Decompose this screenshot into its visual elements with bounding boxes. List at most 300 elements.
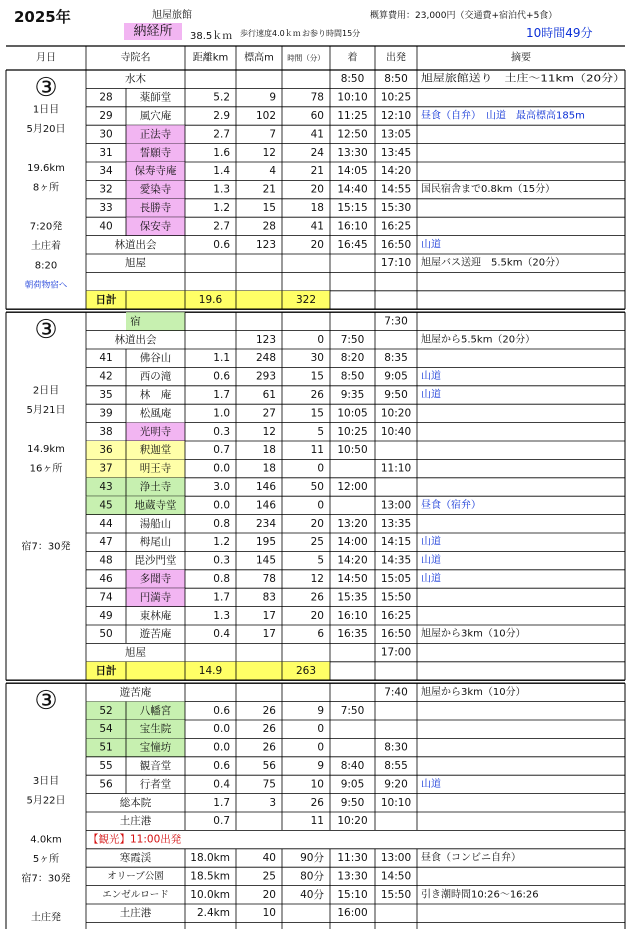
minutes-value: 20 xyxy=(310,517,324,530)
departure-time: 15:30 xyxy=(380,202,412,214)
distance-value: 0.7 xyxy=(213,815,230,828)
minutes-value: 80分 xyxy=(300,870,324,883)
arrival-time: 9:50 xyxy=(340,796,365,809)
distance-value: 1.7 xyxy=(213,591,230,604)
departure-time: 11:10 xyxy=(380,462,412,475)
departure-time: 9:50 xyxy=(384,389,408,401)
departure-time: 13:35 xyxy=(380,517,412,530)
distance-value: 0.0 xyxy=(213,499,230,512)
temple-number: 50 xyxy=(99,628,113,641)
remarks-text: 山道 xyxy=(421,371,441,383)
temple-number: 32 xyxy=(99,183,113,196)
elevation-value: 145 xyxy=(255,554,276,567)
day-side-note: 5月21日 xyxy=(26,405,66,417)
departure-time: 9:05 xyxy=(384,370,408,383)
distance-value: 1.7 xyxy=(213,796,230,809)
column-header: 出発 xyxy=(386,52,406,64)
arrival-time: 8:50 xyxy=(340,370,365,383)
temple-name: 林 庵 xyxy=(139,389,172,401)
temple-name: 西の滝 xyxy=(139,370,172,383)
distance-value: 1.4 xyxy=(213,165,230,178)
distance-value: 1.0 xyxy=(213,407,230,420)
minutes-value: 12 xyxy=(310,573,324,585)
day-side-note: 7:20発 xyxy=(29,221,63,233)
day-side-note: 宿7：30発 xyxy=(21,873,71,885)
elevation-value: 9 xyxy=(269,91,276,104)
elevation-value: 18 xyxy=(262,444,276,457)
temple-name: 毘沙門堂 xyxy=(134,554,177,567)
column-header: 寺院名 xyxy=(120,52,151,64)
remarks-text: 山道 xyxy=(421,389,441,401)
temple-name: 遊苦庵 xyxy=(139,628,172,641)
arrival-time: 11:25 xyxy=(337,110,368,122)
remarks-text: 山道 xyxy=(421,555,441,567)
column-header: 時間（分） xyxy=(287,53,325,63)
temple-name: 保安寺 xyxy=(139,220,172,233)
temple-name: 円満寺 xyxy=(139,591,172,604)
elevation-value: 12 xyxy=(262,146,276,159)
departure-time: 17:10 xyxy=(380,257,412,270)
remarks-text: 国民宿舎まで0.8km（15分） xyxy=(421,184,556,196)
day-side-note: 8:20 xyxy=(34,260,58,272)
distance-value: 18.5km xyxy=(190,870,230,883)
temple-name: 寒霞渓 xyxy=(119,852,152,864)
minutes-value: 0 xyxy=(317,462,324,475)
temple-name: エンゼルロード xyxy=(102,889,169,901)
arrival-time: 10:25 xyxy=(337,425,368,438)
minutes-value: 24 xyxy=(310,146,324,159)
day-side-note: 19.6km xyxy=(27,163,65,174)
summary-label: 日計 xyxy=(95,665,117,677)
temple-name: 林道出会 xyxy=(114,238,157,251)
day-number: ③ xyxy=(34,73,58,103)
arrival-time: 13:30 xyxy=(337,870,368,883)
temple-name: 地蔵寺堂 xyxy=(134,499,177,512)
departure-time: 14:20 xyxy=(380,165,412,178)
departure-time: 8:35 xyxy=(384,352,408,365)
minutes-value: 0 xyxy=(317,499,324,512)
temple-number: 31 xyxy=(99,146,113,159)
minutes-value: 21 xyxy=(310,165,324,178)
minutes-value: 6 xyxy=(317,628,324,641)
elevation-value: 15 xyxy=(262,202,276,214)
remarks-text: 山道 xyxy=(421,239,441,251)
distance-value: 0.6 xyxy=(213,704,230,717)
temple-name: 光明寺 xyxy=(139,425,172,438)
minutes-value: 40分 xyxy=(300,888,324,901)
temple-name: 保寿寺庵 xyxy=(134,165,177,178)
departure-time: 17:00 xyxy=(380,646,412,659)
temple-name: 明王寺 xyxy=(139,462,172,475)
distance-value: 0.3 xyxy=(213,425,230,438)
minutes-value: 5 xyxy=(317,425,324,438)
departure-time: 12:10 xyxy=(380,110,412,122)
elevation-value: 83 xyxy=(262,591,276,604)
minutes-value: 41 xyxy=(310,220,324,233)
sightseeing-note: 【観光】11:00出発 xyxy=(88,833,182,846)
temple-name: 東林庵 xyxy=(139,609,172,622)
elevation-value: 40 xyxy=(262,852,276,864)
year-title: 2025年 xyxy=(14,8,71,26)
distance-value: 1.2 xyxy=(213,536,230,549)
distance-value: 0.3 xyxy=(213,554,230,567)
day-number: ③ xyxy=(34,315,58,346)
minutes-value: 60 xyxy=(310,110,324,122)
elevation-value: 21 xyxy=(262,183,276,196)
departure-time: 8:50 xyxy=(384,73,408,86)
remarks-text: 旭屋バス送迎 5.5km（20分） xyxy=(421,257,566,269)
arrival-time: 16:00 xyxy=(337,907,368,920)
temple-number: 49 xyxy=(99,609,113,622)
summary-minutes: 322 xyxy=(295,294,317,306)
arrival-time: 10:20 xyxy=(337,815,368,828)
departure-time: 14:55 xyxy=(380,183,412,196)
elevation-value: 26 xyxy=(262,741,276,754)
summary-distance: 14.9 xyxy=(198,665,223,677)
elevation-value: 17 xyxy=(262,628,276,641)
day-side-note: 土庄発 xyxy=(31,912,61,924)
day-side-note: 5月22日 xyxy=(26,795,66,807)
remarks-text: 昼食（自弁） 山道 最高標高185m xyxy=(421,110,585,122)
summary-distance: 19.6 xyxy=(198,294,223,306)
minutes-value: 20 xyxy=(310,609,324,622)
distance-value: 10.0km xyxy=(190,888,230,901)
departure-time: 16:25 xyxy=(380,609,412,622)
temple-number: 44 xyxy=(99,517,113,530)
temple-name: 愛染寺 xyxy=(139,183,172,196)
distance-value: 1.3 xyxy=(213,609,230,622)
elevation-value: 56 xyxy=(262,760,276,772)
distance-value: 0.0 xyxy=(213,741,230,754)
minutes-value: 30 xyxy=(310,352,324,365)
departure-time: 10:40 xyxy=(380,425,412,438)
temple-number: 47 xyxy=(99,536,113,549)
total-distance: 38.5ｋｍ xyxy=(190,31,233,42)
temple-name: 八幡宮 xyxy=(139,704,172,717)
temple-number: 46 xyxy=(99,573,113,585)
minutes-value: 20 xyxy=(310,183,324,196)
day-side-note: 5月20日 xyxy=(26,124,66,135)
temple-number: 40 xyxy=(99,220,113,233)
arrival-time: 14:00 xyxy=(337,536,368,549)
arrival-time: 13:30 xyxy=(337,146,368,159)
distance-value: 2.4km xyxy=(196,907,230,920)
elevation-value: 146 xyxy=(255,499,276,512)
temple-name: 長勝寺 xyxy=(139,202,172,214)
distance-value: 0.6 xyxy=(213,760,230,772)
elevation-value: 17 xyxy=(262,609,276,622)
minutes-value: 78 xyxy=(310,91,324,104)
day-side-note: 3日目 xyxy=(32,776,60,788)
minutes-value: 18 xyxy=(310,202,324,214)
temple-name: 松風庵 xyxy=(139,407,172,420)
departure-time: 8:30 xyxy=(384,741,408,754)
distance-value: 0.0 xyxy=(213,723,230,736)
day-side-note: 2日目 xyxy=(32,385,60,397)
distance-value: 0.7 xyxy=(213,444,230,457)
summary-minutes: 263 xyxy=(295,665,317,677)
elevation-value: 3 xyxy=(269,796,276,809)
elevation-value: 18 xyxy=(262,462,276,475)
elevation-value: 12 xyxy=(262,425,276,438)
distance-value: 3.0 xyxy=(213,481,230,493)
day-side-note: 8ヶ所 xyxy=(32,182,60,194)
arrival-time: 10:05 xyxy=(337,407,368,420)
arrival-time: 12:50 xyxy=(337,128,368,141)
temple-name: 湯船山 xyxy=(139,517,172,530)
day-side-note: 4.0km xyxy=(30,834,62,846)
elevation-value: 28 xyxy=(262,220,276,233)
minutes-value: 26 xyxy=(310,796,324,809)
temple-name: 薬師堂 xyxy=(139,91,172,104)
remarks-text: 旭屋から5.5km（20分） xyxy=(421,334,536,346)
distance-value: 1.2 xyxy=(213,202,230,214)
minutes-value: 15 xyxy=(310,407,324,420)
temple-number: 28 xyxy=(99,91,113,104)
elevation-value: 123 xyxy=(255,238,276,251)
departure-time: 14:15 xyxy=(380,536,412,549)
distance-value: 0.6 xyxy=(213,238,230,251)
temple-name: 多聞寺 xyxy=(139,573,172,585)
column-header: 距離km xyxy=(192,52,229,64)
distance-value: 0.6 xyxy=(213,370,230,383)
elevation-value: 195 xyxy=(255,536,276,549)
departure-time: 10:25 xyxy=(380,91,412,104)
column-header: 月日 xyxy=(36,52,56,64)
temple-name: 林道出会 xyxy=(114,333,157,346)
minutes-value: 0 xyxy=(317,333,324,346)
arrival-time: 7:50 xyxy=(340,704,365,717)
remarks-text: 山道 xyxy=(421,778,441,790)
remarks-text: 引き潮時間10:26～16:26 xyxy=(421,889,539,901)
temple-name: 行者堂 xyxy=(139,778,172,791)
minutes-value: 11 xyxy=(310,815,324,828)
arrival-time: 15:10 xyxy=(337,888,368,901)
temple-name: 風穴庵 xyxy=(139,110,172,122)
temple-number: 42 xyxy=(99,370,113,383)
arrival-time: 8:40 xyxy=(340,760,365,772)
distance-value: 1.7 xyxy=(213,389,230,401)
budget-note: 概算費用：23,000円（交通費+宿泊代+5食） xyxy=(370,11,558,21)
distance-value: 1.3 xyxy=(213,183,230,196)
elevation-value: 102 xyxy=(255,110,276,122)
distance-value: 0.8 xyxy=(213,517,230,530)
departure-time: 8:55 xyxy=(384,760,408,772)
day-side-note: 宿7：30発 xyxy=(21,541,71,553)
departure-time: 15:05 xyxy=(380,573,412,585)
departure-time: 14:50 xyxy=(380,870,412,883)
temple-number: 29 xyxy=(99,110,113,122)
temple-name: 宿 xyxy=(130,315,141,328)
distance-value: 2.9 xyxy=(213,110,230,122)
elevation-value: 26 xyxy=(262,704,276,717)
elevation-value: 146 xyxy=(255,481,276,493)
elevation-value: 25 xyxy=(262,870,276,883)
temple-name: 釈迦堂 xyxy=(139,444,172,457)
temple-number: 51 xyxy=(99,741,113,754)
temple-number: 37 xyxy=(99,462,113,475)
departure-time: 13:00 xyxy=(380,499,412,512)
temple-name: 旭屋 xyxy=(125,257,146,270)
minutes-value: 20 xyxy=(310,238,324,251)
minutes-value: 9 xyxy=(317,704,324,717)
temple-name: 水木 xyxy=(125,73,146,86)
day-side-note: 16ヶ所 xyxy=(29,463,63,475)
elevation-value: 26 xyxy=(262,723,276,736)
arrival-time: 9:05 xyxy=(340,778,365,791)
minutes-value: 50 xyxy=(310,481,324,493)
temple-name: オリーブ公園 xyxy=(107,870,164,882)
arrival-time: 7:50 xyxy=(340,333,365,346)
distance-value: 5.2 xyxy=(213,91,230,104)
elevation-value: 78 xyxy=(262,573,276,585)
arrival-time: 14:20 xyxy=(337,554,368,567)
inn-name: 旭屋旅館 xyxy=(152,10,192,21)
column-header: 標高m xyxy=(244,52,274,64)
temple-name: 遊苦庵 xyxy=(119,686,152,699)
temple-number: 48 xyxy=(99,554,113,567)
temple-name: 宝憧坊 xyxy=(139,741,172,754)
temple-number: 43 xyxy=(99,481,113,493)
arrival-time: 16:35 xyxy=(337,628,368,641)
temple-number: 34 xyxy=(99,165,113,178)
route-label: 納経所 xyxy=(124,23,182,40)
distance-value: 1.1 xyxy=(213,352,230,365)
day-number: ③ xyxy=(34,686,58,717)
temple-number: 54 xyxy=(99,723,113,736)
temple-number: 52 xyxy=(99,704,113,717)
temple-name: 総本院 xyxy=(119,796,152,809)
minutes-value: 26 xyxy=(310,389,324,401)
temple-name: 浄土寺 xyxy=(139,481,172,493)
arrival-time: 8:20 xyxy=(340,352,365,365)
day-side-note: 14.9km xyxy=(27,444,65,456)
arrival-time: 15:15 xyxy=(337,202,368,214)
elevation-value: 27 xyxy=(262,407,276,420)
departure-time: 13:45 xyxy=(380,146,412,159)
arrival-time: 10:50 xyxy=(337,444,368,457)
arrival-time: 15:35 xyxy=(337,591,368,604)
temple-number: 38 xyxy=(99,425,113,438)
arrival-time: 12:00 xyxy=(337,481,368,493)
departure-time: 15:50 xyxy=(380,888,412,901)
remarks-text: 旭屋から3km（10分） xyxy=(421,686,526,698)
arrival-time: 14:40 xyxy=(337,183,368,196)
temple-number: 45 xyxy=(99,499,113,512)
temple-number: 56 xyxy=(99,778,113,791)
temple-name: 佛谷山 xyxy=(139,352,172,365)
walk-speed: 歩行速度4.0ｋｍ xyxy=(240,29,301,38)
elevation-value: 123 xyxy=(255,333,276,346)
elevation-value: 4 xyxy=(269,165,276,178)
arrival-time: 16:10 xyxy=(337,609,368,622)
distance-value: 0.4 xyxy=(213,778,230,791)
departure-time: 16:50 xyxy=(380,238,412,251)
minutes-value: 26 xyxy=(310,591,324,604)
minutes-value: 0 xyxy=(317,741,324,754)
day-side-note: 土庄着 xyxy=(31,241,61,252)
summary-label: 日計 xyxy=(95,294,117,306)
distance-value: 18.0km xyxy=(190,852,230,864)
remarks-text: 昼食（コンビニ自弁） xyxy=(421,852,521,864)
temple-number: 39 xyxy=(99,407,113,420)
departure-time: 7:30 xyxy=(384,315,408,328)
remarks-text: 山道 xyxy=(421,573,441,585)
distance-value: 0.8 xyxy=(213,573,230,585)
distance-value: 2.7 xyxy=(213,220,230,233)
elevation-value: 293 xyxy=(255,370,276,383)
arrival-time: 16:45 xyxy=(337,238,368,251)
elevation-value: 7 xyxy=(269,128,276,141)
departure-time: 13:00 xyxy=(380,852,412,864)
remarks-text: 昼食（宿弁） xyxy=(421,499,481,511)
temple-name: 土庄港 xyxy=(119,815,152,828)
elevation-value: 234 xyxy=(255,517,276,530)
departure-time: 14:35 xyxy=(380,554,412,567)
minutes-value: 90分 xyxy=(300,852,324,864)
departure-time: 16:50 xyxy=(380,628,412,641)
elevation-value: 75 xyxy=(262,778,276,791)
arrival-time: 14:50 xyxy=(337,573,368,585)
departure-time: 9:20 xyxy=(384,778,408,791)
departure-time: 15:50 xyxy=(380,591,412,604)
minutes-value: 25 xyxy=(310,536,324,549)
arrival-time: 8:50 xyxy=(340,73,365,86)
minutes-value: 0 xyxy=(317,723,324,736)
distance-value: 0.4 xyxy=(213,628,230,641)
day-side-note: 朝荷物宿へ xyxy=(24,280,68,291)
temple-name: 観音堂 xyxy=(139,760,172,772)
remarks-text: 旭屋旅館送り 土庄～11km（20分） xyxy=(421,73,592,85)
arrival-time: 14:05 xyxy=(337,165,368,178)
departure-time: 13:05 xyxy=(380,128,412,141)
temple-name: 正法寺 xyxy=(139,128,172,141)
arrival-time: 16:10 xyxy=(337,220,368,233)
temple-name: 宝生院 xyxy=(139,723,172,736)
temple-number: 41 xyxy=(99,352,113,365)
total-time: 10時間49分 xyxy=(526,26,593,40)
arrival-time: 13:20 xyxy=(337,517,368,530)
distance-value: 0.0 xyxy=(213,462,230,475)
column-header: 着 xyxy=(347,52,358,64)
day-side-note: 5ヶ所 xyxy=(32,854,60,866)
column-header: 摘要 xyxy=(511,52,531,64)
minutes-value: 9 xyxy=(317,760,324,772)
prayer-time: お参り時間15分 xyxy=(302,29,361,38)
temple-name: 旭屋 xyxy=(125,646,146,659)
departure-time: 10:10 xyxy=(380,796,412,809)
temple-number: 30 xyxy=(99,128,113,141)
temple-number: 33 xyxy=(99,202,113,214)
temple-name: 栂尾山 xyxy=(139,536,172,549)
departure-time: 16:25 xyxy=(380,220,412,233)
remarks-text: 山道 xyxy=(421,536,441,548)
distance-value: 2.7 xyxy=(213,128,230,141)
minutes-value: 10 xyxy=(310,778,324,791)
temple-number: 36 xyxy=(99,444,113,457)
day-side-note: 1日目 xyxy=(32,104,60,116)
temple-number: 35 xyxy=(99,389,113,401)
departure-time: 10:20 xyxy=(380,407,412,420)
distance-value: 1.6 xyxy=(213,146,230,159)
temple-name: 土庄港 xyxy=(119,907,152,920)
minutes-value: 5 xyxy=(317,554,324,567)
arrival-time: 9:35 xyxy=(340,389,365,401)
departure-time: 7:40 xyxy=(384,686,408,699)
temple-number: 74 xyxy=(99,591,113,604)
minutes-value: 11 xyxy=(310,444,324,457)
arrival-time: 11:30 xyxy=(337,852,368,864)
